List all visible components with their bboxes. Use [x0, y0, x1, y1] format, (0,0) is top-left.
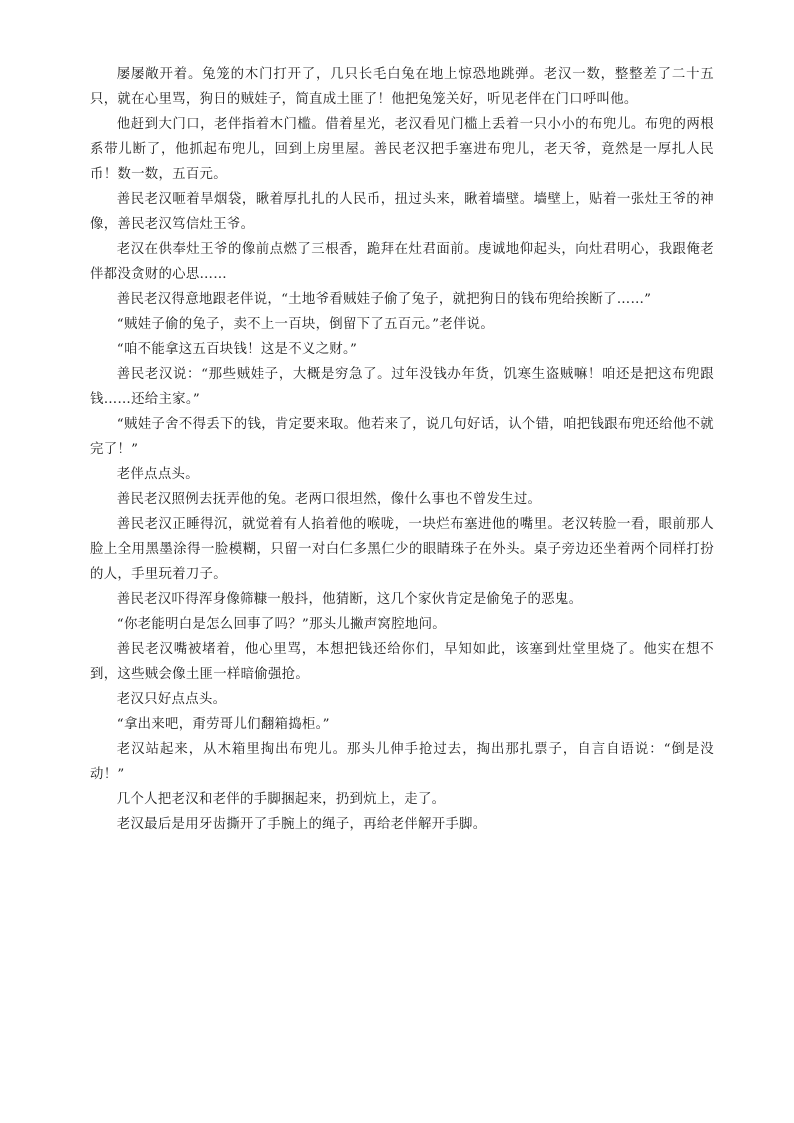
paragraph: “贼娃子舍不得丢下的钱，肯定要来取。他若来了，说几句好话，认个错，咱把钱跟布兜还给他不就完了！”	[90, 417, 714, 457]
paragraph: 善民老汉说：“那些贼娃子，大概是穷急了。过年没钱办年货，饥寒生盗贼嘛！咱还是把这布兜跟钱……还给主家。”	[90, 367, 714, 407]
paragraph: 善民老汉咂着旱烟袋，瞅着厚扎扎的人民币，扭过头来，瞅着墙壁。墙壁上，贴着一张灶王爷的神像，善民老汉笃信灶王爷。	[90, 192, 714, 232]
paragraph: “贼娃子偷的兔子，卖不上一百块，倒留下了五百元。”老伴说。	[116, 317, 495, 332]
document-body	[90, 62, 714, 837]
paragraph: “你老能明白是怎么回事了吗？”那头儿撇声窝腔地问。	[116, 617, 446, 632]
paragraph: 老汉站起来，从木箱里掏出布兜儿。那头儿伸手抢过去，掏出那扎票子，自言自语说：“倒是没动！”	[90, 742, 714, 782]
paragraph: 几个人把老汉和老伴的手脚捆起来，扔到炕上，走了。	[116, 792, 446, 807]
paragraph: 老伴点点头。	[116, 467, 199, 482]
paragraph: 老汉在供奉灶王爷的像前点燃了三根香，跪拜在灶君面前。虔诚地仰起头，向灶君明心，我跟俺老伴都没贪财的心思……	[90, 242, 714, 282]
paragraph: 老汉只好点点头。	[116, 692, 227, 707]
paragraph: 善民老汉照例去抚弄他的兔。老两口很坦然，像什么事也不曾发生过。	[116, 492, 542, 507]
paragraph: “咱不能拿这五百块钱！这是不义之财。”	[116, 342, 358, 357]
paragraph: 他赶到大门口，老伴指着木门槛。借着星光，老汉看见门槛上丢着一只小小的布兜儿。布兜的两根系带儿断了，他抓起布兜儿，回到上房里屋。善民老汉把手塞进布兜儿，老天爷，竟然是一厚扎人民币！数一数，五百元。	[90, 117, 714, 182]
paragraph: “拿出来吧，甭劳哥儿们翻箱捣柜。”	[116, 717, 330, 732]
paragraph: 老汉最后是用牙齿撕开了手腕上的绳子，再给老伴解开手脚。	[116, 817, 487, 832]
paragraph: 善民老汉正睡得沉，就觉着有人掐着他的喉咙，一块烂布塞进他的嘴里。老汉转脸一看，眼前那人脸上全用黑墨涂得一脸模糊，只留一对白仁多黑仁少的眼睛珠子在外头。桌子旁边还坐着两个同样打扮的人，手里玩着刀子。	[90, 517, 714, 582]
paragraph: 善民老汉得意地跟老伴说，“土地爷看贼娃子偷了兔子，就把狗日的钱布兜给挨断了……”	[116, 292, 652, 307]
paragraph: 善民老汉吓得浑身像筛糠一般抖，他猜断，这几个家伙肯定是偷兔子的恶鬼。	[116, 592, 583, 607]
paragraph: 屡屡敞开着。兔笼的木门打开了，几只长毛白兔在地上惊恐地跳弹。老汉一数，整整差了二十五只，就在心里骂，狗日的贼娃子，简直成土匪了！他把兔笼关好，听见老伴在门口呼叫他。	[90, 67, 714, 107]
paragraph: 善民老汉嘴被堵着，他心里骂，本想把钱还给你们，早知如此，该塞到灶堂里烧了。他实在想不到，这些贼会像土匪一样暗偷强抢。	[90, 642, 714, 682]
